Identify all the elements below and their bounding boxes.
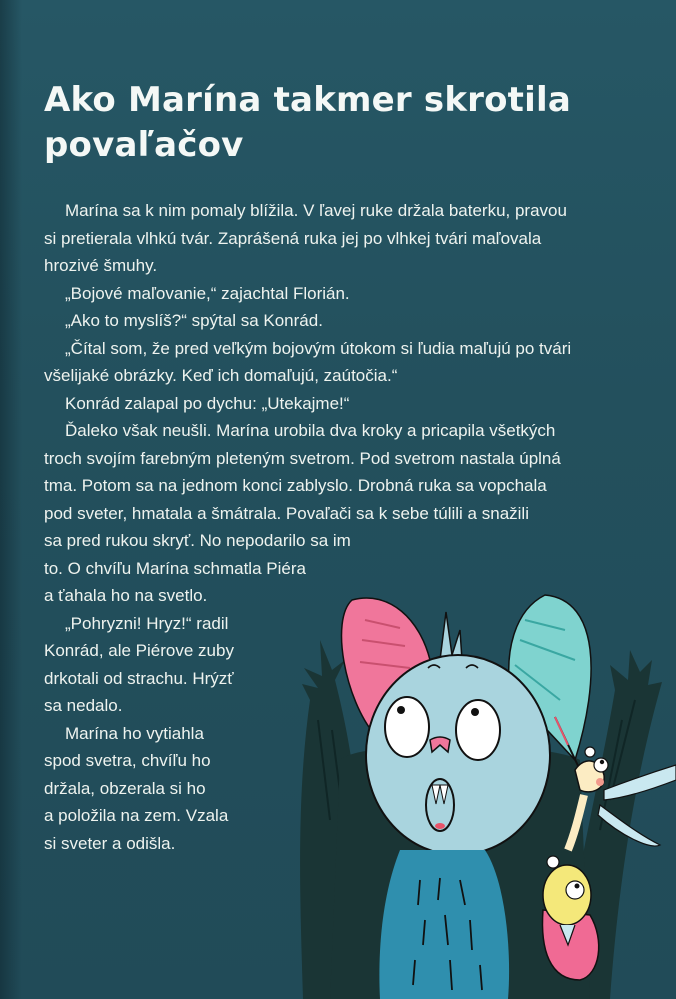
text-line: držala, obzerala si ho [44, 778, 206, 798]
text-line: Marína ho vytiahla [65, 723, 204, 743]
paragraph [44, 390, 624, 418]
text-line: spod svetra, chvíľu ho [44, 751, 211, 770]
text-line: pod sveter, hmatala a šmátrala. Povaľači sa k sebe túlili a snažili [44, 503, 529, 523]
text-line: „Ako to myslíš?“ spýtal sa Konrád. [65, 311, 323, 330]
bat-illustration [290, 580, 676, 999]
text-line: Konrád zalapal po dychu: „Utekajme!“ [65, 393, 350, 413]
text-line: sa nedalo. [44, 696, 123, 715]
right-eye [456, 700, 500, 760]
text-line: „Bojové maľovanie,“ zajachtal Florián. [65, 283, 350, 303]
text-line: „Pohryzni! Hryz!“ radil [65, 613, 229, 633]
chapter-title: Ako Marína takmer skrotila povaľačov [44, 80, 571, 165]
left-eye [385, 697, 429, 757]
text-line: si pretierala vlhkú tvár. Zaprášená ruka jej po vlhkej tvári maľovala [44, 228, 542, 248]
text-line: hrozivé šmuhy. [44, 256, 158, 275]
paragraph [44, 197, 624, 280]
bat-body [379, 850, 509, 999]
text-line: a ťahala ho na svetlo. [44, 586, 208, 605]
text-line: Konrád, ale Piérove zuby [44, 641, 234, 660]
text-line: tma. Potom sa na jednom konci zablyslo. Drobná ruka sa vopchala [44, 476, 547, 495]
paragraph [44, 280, 624, 308]
text-line: „Čítal som, že pred veľkým bojovým útokom si ľudia maľujú po tvári [65, 338, 572, 358]
text-line: sa pred rukou skryť. No nepodarilo sa im [44, 531, 351, 550]
bat-head [366, 655, 550, 855]
text-line: drkotali od strachu. Hrýzť [44, 668, 234, 688]
paragraph [44, 335, 624, 390]
text-line: troch svojím farebným pleteným svetrom. Pod svetrom nastala úplná [44, 448, 561, 468]
text-line: to. O chvíľu Marína schmatla Piéra [44, 558, 306, 578]
paragraph [44, 307, 624, 335]
text-line: si sveter a odišla. [44, 833, 176, 853]
hair-tuft [440, 612, 462, 660]
text-line: Ďaleko však neušli. Marína urobila dva kroky a pricapila všetkých [65, 421, 556, 440]
text-line: a položila na zem. Vzala [44, 806, 229, 825]
text-line: všelijaké obrázky. Keď ich domaľujú, zaútočia.“ [44, 366, 398, 385]
text-line: Marína sa k nim pomaly blížila. V ľavej ruke držala baterku, pravou [65, 201, 567, 220]
